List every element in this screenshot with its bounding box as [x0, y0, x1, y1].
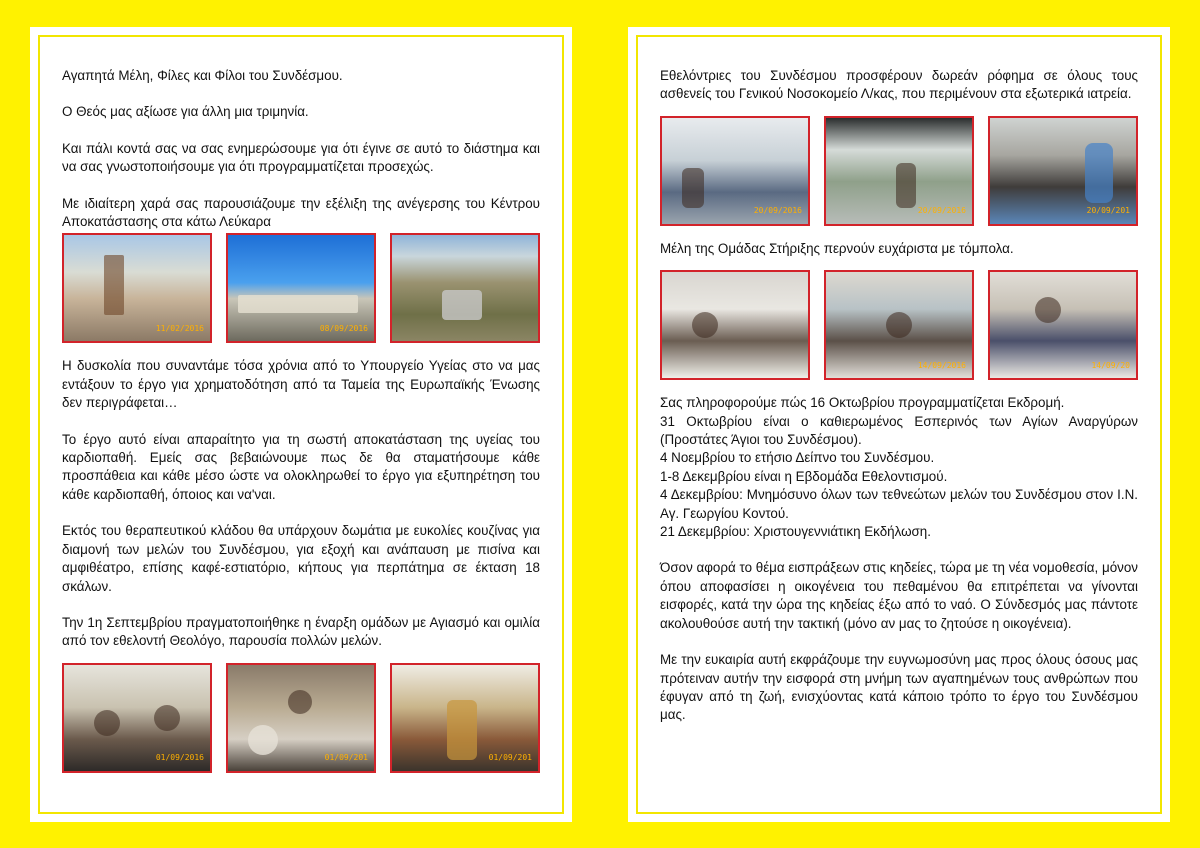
construction-photo: [390, 233, 540, 343]
photo-date-stamp: 11/02/2016: [155, 324, 204, 334]
paragraph-volunteers: Εθελόντριες του Συνδέσμου προσφέρουν δωρεάν ρόφημα σε όλους τους ασθενείς του Γενικού Νοσοκομείο Λ/κας, που περιμένουν στα εξωτερικά ιατρεία.: [660, 68, 1138, 102]
photo-date-stamp: 20/09/2016: [917, 206, 966, 216]
left-page-content: [62, 67, 540, 802]
support-photo-row: [660, 270, 1138, 380]
construction-photo: [62, 233, 212, 343]
photo-date-stamp: 01/09/2016: [155, 753, 204, 763]
right-page-content: [660, 67, 1138, 802]
group-photo: [390, 663, 540, 773]
support-photo: [824, 270, 974, 380]
schedule-item: 21 Δεκεμβρίου: Χριστουγεννιάτικη Εκδήλωση.: [660, 524, 931, 540]
photo-date-stamp: 20/09/2016: [753, 206, 802, 216]
paragraph-funeral-collections: Όσον αφορά το θέμα εισπράξεων στις κηδείες, τώρα με τη νέα νομοθεσία, μόνον όπου αποφασίσει η οικογένεια του πεθαμένου θα επιτρέπεται να γίνονται εισφορές, κατά την ώρα της κηδείας έξω από το ναό. Ο Σύνδεσμός μας πάντοτε ακολουθούσε αυτή την τακτική (μόνο αν μας το ζητούσε η οικογένεια).: [660, 560, 1138, 631]
paragraph-gratitude: Με την ευκαιρία αυτή εκφράζουμε την ευγνωμοσύνη μας προς όλους όσους μας πρότειναν αυτήν την εισφορά στη μνήμη των αγαπημένων τους ανθρώπων που έφυγαν από τη ζωή, ενισχύοντας κατά κάποιο τρόπο το έργο του Συνδέσμου μας.: [660, 652, 1138, 723]
hospital-photo: [824, 116, 974, 226]
schedule-item: Σας πληροφορούμε πώς 16 Οκτωβρίου προγραμματίζεται Εκδρομή.: [660, 395, 1065, 411]
paragraph-necessity: Το έργο αυτό είναι απαραίτητο για τη σωστή αποκατάσταση της υγείας του καρδιοπαθή. Εμείς σας βεβαιώνουμε πως δε θα σταματήσουμε κάθε προσπάθεια και κάθε μέσο ώστε να ολοκληρωθεί το έργο για εξυπηρέτηση του κάθε καρδιοπαθή, όποιος και να'ναι.: [62, 431, 540, 502]
hospital-photo-row: [660, 116, 1138, 226]
schedule-item: 4 Νοεμβρίου το ετήσιο Δείπνο του Συνδέσμου.: [660, 450, 935, 466]
paragraph-facilities: Εκτός του θεραπευτικού κλάδου θα υπάρχουν δωμάτια με ευκολίες κουζίνας για διαμονή των μελών του Συνδέσμου, για εξοχή και ανάπαυση με πισίνα και αμφιθέατρο, επίσης καφέ-εστιατόριο, κήπους για περπάτημα σε έκταση 18 σκάλων.: [62, 523, 540, 594]
photo-date-stamp: 20/09/201: [1086, 206, 1130, 216]
greeting: Αγαπητά Μέλη, Φίλες και Φίλοι του Συνδέσμου.: [62, 68, 343, 83]
schedule-list: [660, 394, 1138, 541]
construction-photo-row: [62, 233, 540, 343]
paragraph-ministry: Η δυσκολία που συναντάμε τόσα χρόνια από το Υπουργείο Υγείας στο να μας εντάξουν το έργο για χρηματοδότηση από τα Ταμεία της Ευρωπαϊκής Ένωσης δεν περιγράφεται…: [62, 358, 540, 411]
paragraph-update: Και πάλι κοντά σας να σας ενημερώσουμε για ότι έγινε σε αυτό το διάστημα και να σας γνωστοποιήσουμε για ότι προγραμματίζεται προσεχώς.: [62, 140, 540, 175]
paragraph-trimester: Ο Θεός μας αξίωσε για άλλη μια τριμηνία.: [62, 104, 309, 120]
hospital-photo: [988, 116, 1138, 226]
photo-date-stamp: 01/09/201: [324, 753, 368, 763]
group-photo: [226, 663, 376, 773]
paragraph-support-group: Μέλη της Ομάδας Στήριξης περνούν ευχάριστα με τόμπολα.: [660, 240, 1014, 256]
schedule-item: 31 Οκτωβρίου είναι ο καθιερωμένος Εσπερινός των Αγίων Αναργύρων (Προστάτες Άγιοι του Συνδέσμου).: [660, 413, 1138, 448]
group-photo: [62, 663, 212, 773]
group-photo-row: [62, 663, 540, 773]
left-page: [30, 27, 572, 822]
right-page: [628, 27, 1170, 822]
photo-date-stamp: 14/09/2016: [917, 360, 966, 370]
schedule-item: 4 Δεκεμβρίου: Μνημόσυνο όλων των τεθνεώτων μελών του Συνδέσμου στον Ι.Ν. Αγ. Γεωργίου Κοντού.: [660, 487, 1138, 521]
photo-date-stamp: 08/09/2016: [319, 324, 368, 334]
construction-photo: [226, 233, 376, 343]
hospital-photo: [660, 116, 810, 226]
photo-date-stamp: 14/09/20: [1091, 360, 1130, 370]
support-photo: [988, 270, 1138, 380]
support-photo: [660, 270, 810, 380]
photo-date-stamp: 01/09/201: [488, 753, 532, 763]
schedule-item: 1-8 Δεκεμβρίου είναι η Εβδομάδα Εθελοντισμού.: [660, 468, 948, 484]
paragraph-rehab-center: Με ιδιαίτερη χαρά σας παρουσιάζουμε την εξέλιξη της ανέγερσης του Κέντρου Αποκατάστασης στα κάτω Λεύκαρα: [62, 195, 540, 230]
paragraph-groups-start: Την 1η Σεπτεμβρίου πραγματοποιήθηκε η έναρξη ομάδων με Αγιασμό και ομιλία από τον εθελοντή Θεολόγο, παρουσία πολλών μελών.: [62, 614, 540, 649]
